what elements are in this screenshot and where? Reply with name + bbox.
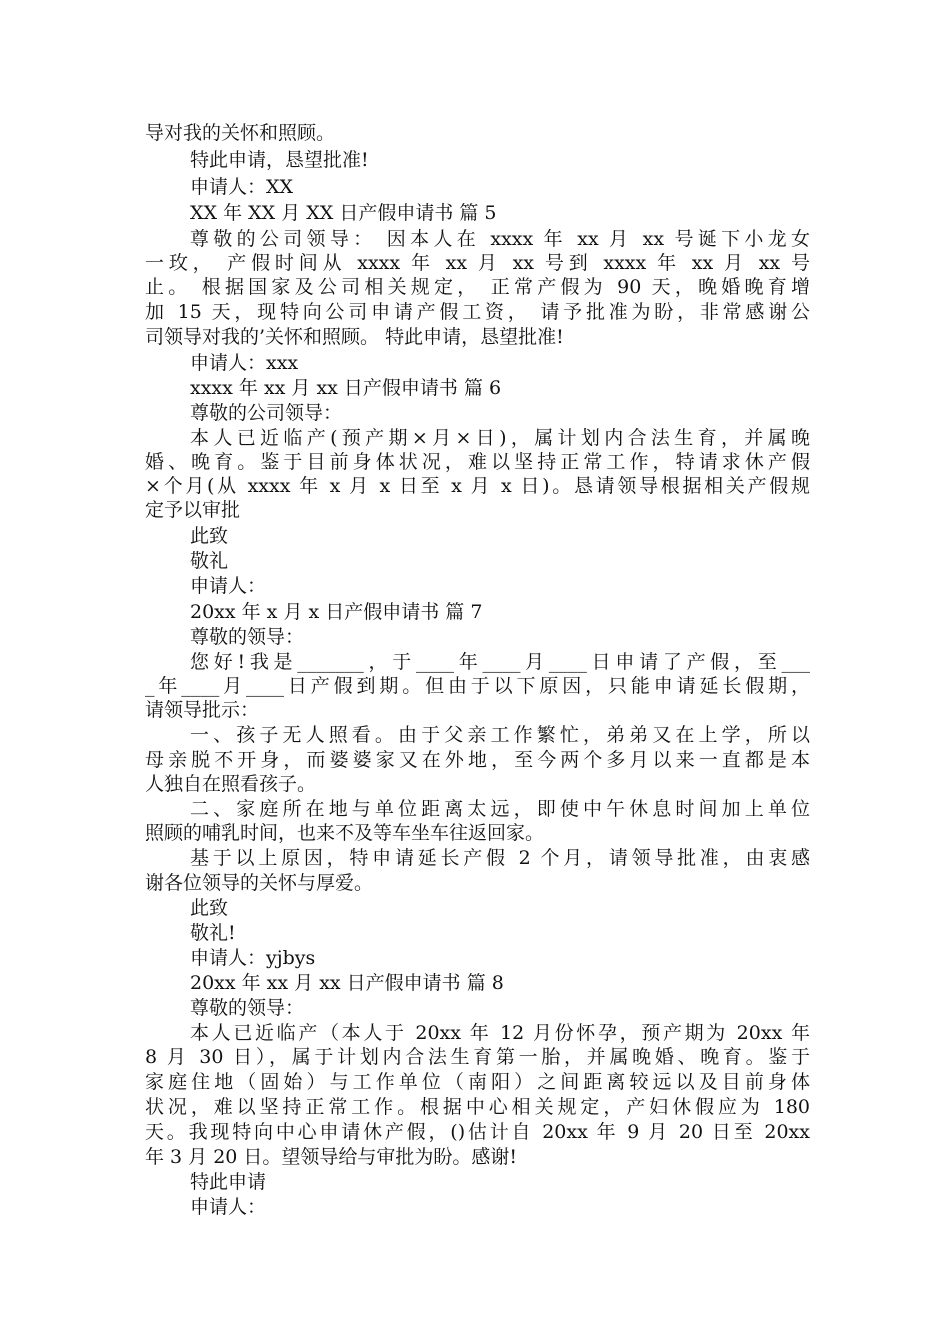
text-line: 申请人： [190,1196,267,1218]
text-line: 谢各位领导的关怀与厚爱。 [145,872,374,894]
text-line: 母亲脱不开身，而婆婆家又在外地，至今两个多月以来一直都是本 [145,749,810,771]
section-heading: XX 年 XX 月 XX 日产假申请书 篇 5 [190,202,497,224]
text-line: 本人已近临产（本人于 20xx 年 12 月份怀孕，预产期为 20xx 年 [190,1022,810,1044]
text-line: 本人已近临产(预产期×月×日)，属计划内合法生育，并属晚 [190,427,810,449]
text-line: 一、孩子无人照看。由于父亲工作繁忙，弟弟又在上学，所以 [190,724,810,746]
text-line: 敬礼! [190,922,236,944]
text-line: 加 15 天，现特向公司申请产假工资， 请予批准为盼，非常感谢公 [145,301,810,323]
text-line: 人独自在照看孩子。 [145,773,317,795]
text-line: 申请人：XX [190,176,294,198]
text-line: _年____月____日产假到期。但由于以下原因，只能申请延长假期， [145,675,810,697]
text-line: 尊敬的领导： [190,997,305,1019]
text-line: 止。 根据国家及公司相关规定， 正常产假为 90 天，晚婚晚育增 [145,276,810,298]
text-line: 申请人：xxx [190,352,299,374]
text-line: 婚、晚育。鉴于目前身体状况，难以坚持正常工作，特请求休产假 [145,451,810,473]
text-line: 导对我的关怀和照顾。 [145,122,336,144]
text-line: 司领导对我的’关怀和照顾。 特此申请，恳望批准! [145,326,564,348]
text-line: 一玫， 产假时间从 xxxx 年 xx 月 xx 号到 xxxx 年 xx 月 xx 号 [145,252,810,274]
text-line: 天。我现特向中心申请休产假，()估计自 20xx 年 9 月 20 日至 20xx [145,1121,810,1143]
section-heading: 20xx 年 x 月 x 日产假申请书 篇 7 [190,601,483,623]
section-heading: 20xx 年 xx 月 xx 日产假申请书 篇 8 [190,972,504,994]
text-line: 申请人： [190,575,267,597]
text-line: 尊敬的公司领导： [190,402,343,424]
text-line: 此致 [190,897,229,919]
text-line: 申请人：yjbys [190,947,316,969]
text-line: 特此申请 [190,1171,267,1193]
section-heading: xxxx 年 xx 月 xx 日产假申请书 篇 6 [190,377,502,399]
text-line: 状况，难以坚持正常工作。根据中心相关规定，产妇休假应为 180 [145,1096,810,1118]
text-line: 年 3 月 20 日。望领导给与审批为盼。感谢! [145,1146,518,1168]
text-line: 照顾的哺乳时间，也来不及等车坐车往返回家。 [145,822,545,844]
text-line: 定予以审批 [145,499,241,521]
text-line: 您好!我是_______，于____年____月____日申请了产假，至___ [190,651,810,673]
text-line: 基于以上原因，特申请延长产假 2 个月，请领导批准，由衷感 [190,847,810,869]
text-line: 特此申请，恳望批准! [190,149,369,171]
text-line: 家庭住地（固始）与工作单位（南阳）之间距离较远以及目前身体 [145,1071,810,1093]
text-line: 敬礼 [190,550,229,572]
text-line: 此致 [190,525,229,547]
text-line: 尊敬的公司领导： 因本人在 xxxx 年 xx 月 xx 号诞下小龙女 [190,228,810,250]
text-line: 请领导批示： [145,699,260,721]
text-line: 二、家庭所在地与单位距离太远，即使中午休息时间加上单位 [190,798,810,820]
text-line: 尊敬的领导： [190,626,305,648]
text-line: 8 月 30 日），属于计划内合法生育第一胎，并属晚婚、晚育。鉴于 [145,1046,810,1068]
text-line: ×个月(从 xxxx 年 x 月 x 日至 x 月 x 日)。恳请领导根据相关产假规 [145,475,810,497]
